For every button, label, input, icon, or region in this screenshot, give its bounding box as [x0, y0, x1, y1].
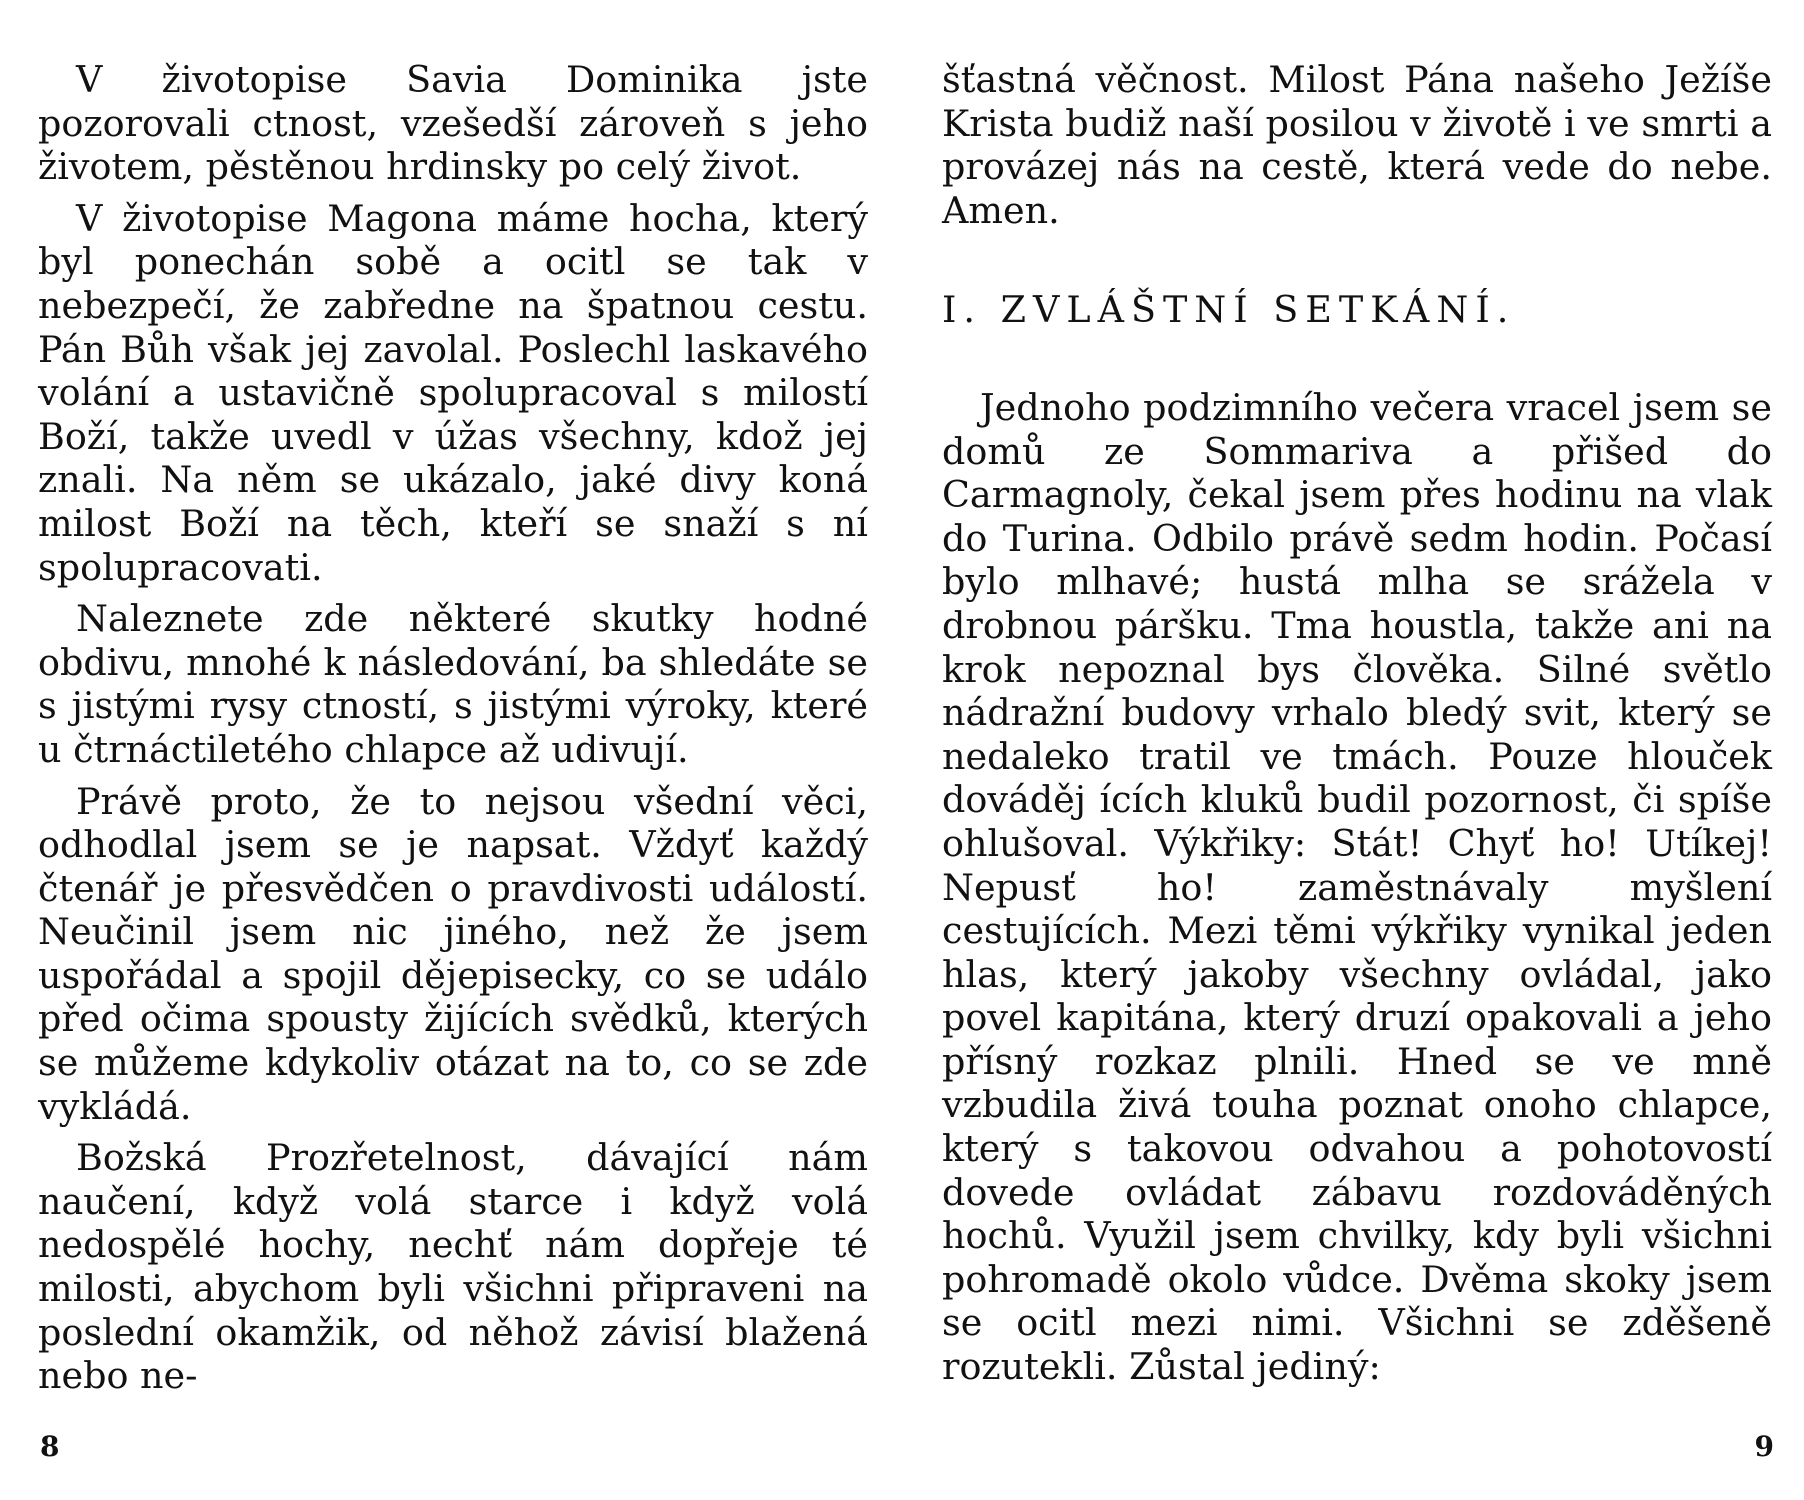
paragraph: Naleznete zde některé skutky hodné obdivu, mnohé k následování, ba shledáte se s jistými rysy ctností, s jistými výroky, které u čtrnáctiletého chlapce až udivují. [38, 597, 868, 771]
chapter-heading: I. ZVLÁŠTNÍ SETKÁNÍ. [942, 288, 1516, 332]
page-number: 9 [1754, 1430, 1774, 1463]
paragraph: V životopise Magona máme hocha, který byl ponechán sobě a ocitl se tak v nebezpečí, že zabředne na špatnou cestu. Pán Bůh však jej zavolal. Poslechl laskavého volání a ustavičně spolupracoval s milostí Boží, takže uvedl v úžas všechny, kdož jej znali. Na něm se ukázalo, jaké divy koná milost Boží na těch, kteří se snaží s ní spolupracovati. [38, 196, 868, 589]
left-text-column [38, 58, 868, 1398]
continued-paragraph: šťastná věčnost. Milost Pána našeho Ježíše Krista budiž naší posilou v životě i ve smrti a provázej nás na cestě, která vede do nebe. Amen. [942, 58, 1772, 232]
paragraph: V životopise Savia Dominika jste pozorovali ctnost, vzešedší zároveň s jeho životem, pěstěnou hrdinsky po celý život. [38, 58, 868, 189]
right-text-column [942, 58, 1772, 1389]
page-number: 8 [40, 1430, 60, 1463]
paragraph: Jednoho podzimního večera vracel jsem se domů ze Sommariva a přišed do Carmagnoly, čekal jsem přes hodinu na vlak do Turina. Odbilo právě sedm hodin. Počasí bylo mlhavé; hustá mlha se srážela v drobnou páršku. Tma houstla, takže ani na krok nepoznal bys člověka. Silné světlo nádražní budovy vrhalo bledý svit, který se nedaleko tratil ve tmách. Pouze hlouček dováděj ících kluků budil pozornost, či spíše ohlušoval. Výkřiky: Stát! Chyť ho! Utíkej! Nepusť ho! zaměstnávaly myšlení cestujících. Mezi těmi výkřiky vynikal jeden hlas, který jakoby všechny ovládal, jako povel kapitána, který druzí opakovali a jeho přísný rozkaz plnili. Hned se ve mně vzbudila živá touha poznat onoho chlapce, který s takovou odvahou a pohotovostí dovede ovládat zábavu rozdováděných hochů. Využil jsem chvilky, kdy byli všichni pohromadě okolo vůdce. Dvěma skoky jsem se ocitl mezi nimi. Všichni se zděšeně rozutekli. Zůstal jediný: [942, 385, 1772, 1389]
paragraph: Právě proto, že to nejsou všední věci, odhodlal jsem se je napsat. Vždyť každý čtenář je přesvědčen o pravdivosti událostí. Neučinil jsem nic jiného, než že jsem uspořádal a spojil dějepisecky, co se událo před očima spousty žijících svědků, kterých se můžeme kdykoliv otázat na to, co se zde vykládá. [38, 779, 868, 1128]
paragraph: Božská Prozřetelnost, dávající nám naučení, když volá starce i když volá nedospělé hochy, nechť nám dopřeje té milosti, abychom byli všichni připraveni na poslední okamžik, od něhož závisí blažená nebo ne- [38, 1136, 868, 1398]
right-page [902, 0, 1804, 1500]
